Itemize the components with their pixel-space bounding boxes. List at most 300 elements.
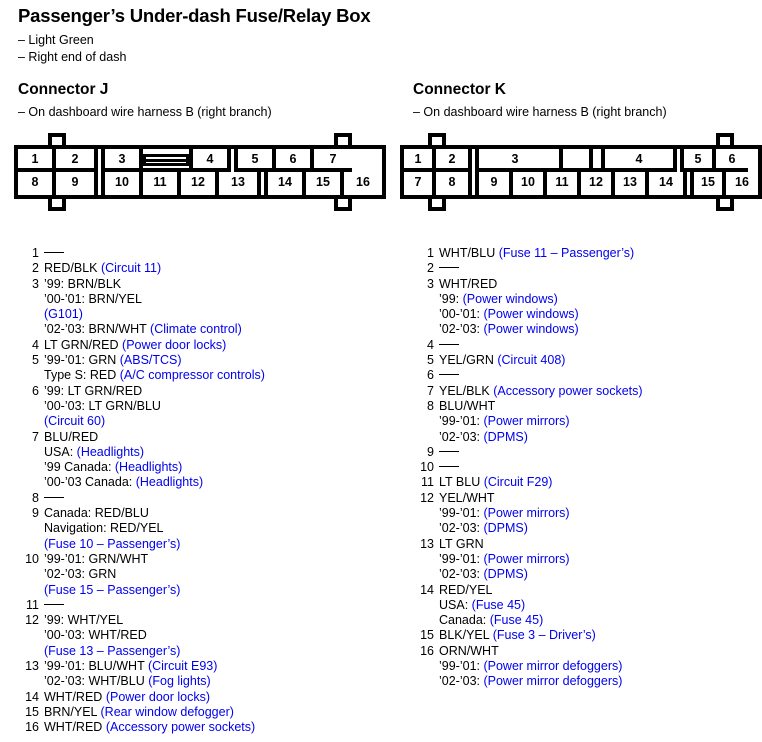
pin-wire-color: ’02-’03: <box>439 674 484 689</box>
pin-number: 8 <box>427 398 434 413</box>
pin-circuit-annotation: (Power door locks) <box>105 689 211 704</box>
connector-j-pin-10: 10 <box>105 172 143 195</box>
pin-circuit-annotation: (Rear window defogger) <box>100 704 234 719</box>
pin-detail-line <box>44 644 348 659</box>
pin-wire-color: ’99-’01: GRN <box>44 353 120 368</box>
pin-entry <box>18 690 348 705</box>
pin-detail-lines <box>439 246 703 261</box>
pin-wire-color: ’99: BRN/BLK <box>44 276 122 291</box>
pin-detail-lines <box>439 353 703 368</box>
pin-circuit-annotation: (Power windows) <box>483 322 579 337</box>
pin-detail-lines <box>44 705 348 720</box>
pin-wire-color: Canada: <box>439 613 490 628</box>
pin-number: 14 <box>25 689 39 704</box>
pin-detail-lines <box>44 246 348 261</box>
empty-pin-dash <box>439 451 459 452</box>
pin-detail-line <box>439 506 703 521</box>
pin-detail-line <box>44 261 348 276</box>
pin-wire-color: ’99-’01: <box>439 659 484 674</box>
pin-wire-color: ’00-’03 Canada: <box>44 475 136 490</box>
pin-wire-color: ’02-’03: <box>439 429 484 444</box>
pin-wire-color: ’99-’01: BLU/WHT <box>44 659 148 674</box>
connector-j-pin-2: 2 <box>56 149 94 172</box>
pin-wire-color: YEL/WHT <box>439 490 495 505</box>
connector-k-pin-list <box>413 246 703 690</box>
pin-detail-line <box>439 322 703 337</box>
pin-detail-line <box>439 384 703 399</box>
connector-k-pin-4: 4 <box>601 149 673 172</box>
pin-wire-color: BLU/WHT <box>439 398 496 413</box>
keyed-slot-icon <box>143 154 189 166</box>
pin-detail-lines <box>439 277 703 338</box>
pin-detail-lines <box>439 628 703 643</box>
pin-detail-line <box>439 628 703 643</box>
pin-circuit-annotation: (ABS/TCS) <box>119 353 182 368</box>
pin-circuit-annotation: (Power mirror defoggers) <box>483 674 623 689</box>
connector-j-bottom-row <box>18 172 382 195</box>
pin-entry <box>413 261 703 276</box>
connector-j-pin-8: 8 <box>18 172 56 195</box>
pin-number: 15 <box>25 704 39 719</box>
pin-detail-line <box>439 537 703 552</box>
connector-k-top-tab-right <box>716 133 734 145</box>
pin-number: 10 <box>25 551 39 566</box>
pin-detail-lines <box>439 460 703 475</box>
empty-pin-dash <box>44 252 64 253</box>
pin-detail-line <box>439 399 703 414</box>
pin-detail-line <box>439 414 703 429</box>
pin-number: 15 <box>420 628 434 643</box>
pin-detail-lines <box>439 445 703 460</box>
pin-number: 2 <box>427 261 434 276</box>
pin-detail-lines <box>44 659 348 690</box>
connector-j-pin-5: 5 <box>238 149 276 172</box>
pin-circuit-annotation: (Fuse 13 – Passenger’s) <box>44 643 181 658</box>
pin-entry <box>18 384 348 430</box>
pin-circuit-annotation: (Fog lights) <box>148 674 211 689</box>
pin-circuit-annotation: (Accessory power sockets) <box>493 383 643 398</box>
pin-detail-line <box>44 368 348 383</box>
pin-detail-line <box>439 338 703 353</box>
pin-entry <box>413 628 703 643</box>
pin-number: 5 <box>427 353 434 368</box>
pin-circuit-annotation: (Fuse 3 – Driver’s) <box>492 628 596 643</box>
connector-k-pin-14: 14 <box>649 172 683 195</box>
connector-k-top-row <box>404 149 758 172</box>
pin-detail-line <box>44 598 348 613</box>
pin-wire-color: ’99-’01: <box>439 506 484 521</box>
pin-number: 6 <box>32 383 39 398</box>
pin-number: 11 <box>26 597 39 612</box>
pin-detail-lines <box>44 690 348 705</box>
connector-k-pin-1: 1 <box>404 149 436 172</box>
pin-wire-color: LT GRN/RED <box>44 337 123 352</box>
pin-number: 14 <box>420 582 434 597</box>
pin-entry <box>18 720 348 735</box>
connector-k-diagram <box>400 145 762 199</box>
pin-detail-line <box>44 414 348 429</box>
pin-circuit-annotation: (Power mirrors) <box>483 551 570 566</box>
connector-j-shell <box>14 145 386 199</box>
page-title: Passenger’s Under-dash Fuse/Relay Box <box>18 5 371 26</box>
pin-detail-lines <box>439 644 703 690</box>
pin-entry <box>413 445 703 460</box>
connector-k-pin-2: 2 <box>436 149 468 172</box>
pin-wire-color: ’99: WHT/YEL <box>44 613 124 628</box>
pin-wire-color: Navigation: RED/YEL <box>44 521 164 536</box>
pin-detail-lines <box>439 338 703 353</box>
pin-detail-line <box>44 277 348 292</box>
connector-j-title: Connector J <box>18 81 109 98</box>
empty-pin-dash <box>439 267 459 268</box>
empty-pin-dash <box>44 497 64 498</box>
pin-detail-line <box>44 567 348 582</box>
pin-detail-line <box>44 322 348 337</box>
pin-entry <box>18 705 348 720</box>
pin-entry <box>18 506 348 552</box>
empty-pin-dash <box>439 344 459 345</box>
pin-circuit-annotation: (G101) <box>44 307 83 322</box>
pin-detail-line <box>439 246 703 261</box>
pin-circuit-annotation: (Fuse 45) <box>489 613 544 628</box>
pin-wire-color: LT GRN <box>439 536 484 551</box>
pin-detail-line <box>439 353 703 368</box>
connector-k-pin-13: 13 <box>615 172 649 195</box>
pin-detail-lines <box>44 430 348 491</box>
pin-wire-color: WHT/RED <box>44 689 106 704</box>
pin-wire-color: ’02-’03: BRN/WHT <box>44 322 151 337</box>
pin-detail-line <box>44 292 348 307</box>
pin-entry <box>18 261 348 276</box>
connector-j-pin-list <box>18 246 348 736</box>
pin-number: 10 <box>420 460 434 475</box>
pin-entry <box>18 353 348 384</box>
pin-detail-line <box>439 583 703 598</box>
pin-number: 12 <box>420 490 434 505</box>
pin-detail-lines <box>439 384 703 399</box>
pin-entry <box>413 460 703 475</box>
pin-detail-line <box>439 475 703 490</box>
pin-number: 5 <box>32 353 39 368</box>
pin-detail-lines <box>439 368 703 383</box>
connector-j-subtitle: – On dashboard wire harness B (right branch) <box>18 105 272 119</box>
connector-k-bottom-tab-right <box>716 199 734 211</box>
document-subtitle-location: – Right end of dash <box>18 50 127 64</box>
pin-circuit-annotation: (DPMS) <box>483 567 528 582</box>
pin-wire-color: WHT/RED <box>44 720 106 735</box>
pin-detail-lines <box>44 720 348 735</box>
pin-detail-line <box>44 445 348 460</box>
pin-wire-color: YEL/GRN <box>439 353 498 368</box>
connector-j-pin-4: 4 <box>189 149 227 172</box>
pin-circuit-annotation: (Climate control) <box>150 322 242 337</box>
pin-detail-line <box>44 506 348 521</box>
pin-entry <box>18 598 348 613</box>
connector-j-pin-14: 14 <box>268 172 306 195</box>
connector-k-pin-3: 3 <box>479 149 551 172</box>
pin-wire-color: ’00-’03: LT GRN/BLU <box>44 398 161 413</box>
pin-detail-line <box>44 307 348 322</box>
pin-entry <box>18 613 348 659</box>
pin-detail-line <box>44 628 348 643</box>
pin-wire-color: LT BLU <box>439 475 484 490</box>
connector-k-empty-cavity <box>559 149 593 172</box>
pin-wire-color: YEL/BLK <box>439 383 494 398</box>
pin-circuit-annotation: (Circuit 408) <box>497 353 566 368</box>
pin-detail-line <box>439 261 703 276</box>
pin-number: 7 <box>427 383 434 398</box>
pin-wire-color: ’99 Canada: <box>44 460 115 475</box>
pin-wire-color: RED/YEL <box>439 582 493 597</box>
pin-wire-color: ’00-’03: WHT/RED <box>44 628 147 643</box>
pin-entry <box>413 644 703 690</box>
pin-wire-color: WHT/RED <box>439 276 498 291</box>
pin-number: 9 <box>427 444 434 459</box>
empty-pin-dash <box>439 466 459 467</box>
connector-k-subtitle: – On dashboard wire harness B (right branch) <box>413 105 667 119</box>
pin-number: 6 <box>427 368 434 383</box>
connector-k-title: Connector K <box>413 81 506 98</box>
pin-detail-line <box>44 583 348 598</box>
document-subtitle-color: – Light Green <box>18 33 94 47</box>
pin-circuit-annotation: (DPMS) <box>483 521 528 536</box>
connector-j-pin-16: 16 <box>344 172 382 195</box>
pin-wire-color: ORN/WHT <box>439 643 499 658</box>
pin-detail-line <box>44 537 348 552</box>
connector-k-pin-8: 8 <box>436 172 468 195</box>
pin-number: 8 <box>32 490 39 505</box>
pin-detail-line <box>439 460 703 475</box>
connector-j-bottom-tab-left <box>48 199 66 211</box>
connector-j-pin-6: 6 <box>276 149 314 172</box>
connector-k-pin-15: 15 <box>694 172 726 195</box>
pin-detail-line <box>44 491 348 506</box>
pin-circuit-annotation: (Fuse 15 – Passenger’s) <box>44 582 181 597</box>
connector-j-top-tab-right <box>334 133 352 145</box>
pin-detail-line <box>439 613 703 628</box>
pin-detail-line <box>439 292 703 307</box>
pin-number: 3 <box>427 276 434 291</box>
pin-number: 9 <box>32 506 39 521</box>
pin-circuit-annotation: (Headlights) <box>114 460 183 475</box>
empty-pin-dash <box>44 604 64 605</box>
connector-k-pin-6: 6 <box>716 149 748 172</box>
pin-number: 1 <box>32 246 39 260</box>
pin-circuit-annotation: (Headlights) <box>135 475 204 490</box>
pin-detail-line <box>44 690 348 705</box>
pin-entry <box>18 430 348 491</box>
pin-wire-color: RED/BLK <box>44 261 101 276</box>
pin-wire-color: USA: <box>44 444 77 459</box>
connector-j-pin-13: 13 <box>219 172 257 195</box>
pin-detail-line <box>439 277 703 292</box>
pin-wire-color: ’99: <box>439 291 463 306</box>
connector-j-diagram <box>14 145 386 199</box>
connector-k-pin-12: 12 <box>581 172 615 195</box>
connector-k-top-tab-left <box>428 133 446 145</box>
pin-entry <box>413 246 703 261</box>
pin-detail-line <box>439 598 703 613</box>
pin-circuit-annotation: (Power mirror defoggers) <box>483 659 623 674</box>
pin-entry <box>18 338 348 353</box>
pin-wire-color: BLK/YEL <box>439 628 493 643</box>
pin-circuit-annotation: (Fuse 45) <box>471 597 526 612</box>
pin-detail-line <box>44 674 348 689</box>
pin-detail-line <box>439 491 703 506</box>
pin-entry <box>18 246 348 261</box>
pin-detail-line <box>439 644 703 659</box>
pin-detail-line <box>44 430 348 445</box>
pin-wire-color: ’02-’03: <box>439 567 484 582</box>
pin-detail-lines <box>44 353 348 384</box>
pin-detail-line <box>439 659 703 674</box>
pin-entry <box>18 277 348 338</box>
pin-number: 4 <box>32 337 39 352</box>
pin-entry <box>413 353 703 368</box>
pin-wire-color: BLU/RED <box>44 429 99 444</box>
pin-wire-color: BRN/YEL <box>44 704 101 719</box>
pin-circuit-annotation: (Circuit 11) <box>100 261 162 276</box>
pin-entry <box>413 491 703 537</box>
pin-detail-lines <box>439 261 703 276</box>
pin-detail-line <box>44 521 348 536</box>
connector-k-shell <box>400 145 762 199</box>
pin-circuit-annotation: (Power door locks) <box>122 337 227 352</box>
connector-j-pin-12: 12 <box>181 172 219 195</box>
pin-detail-line <box>439 307 703 322</box>
pin-detail-lines <box>439 583 703 629</box>
connector-j-pin-11: 11 <box>143 172 181 195</box>
pin-detail-lines <box>44 277 348 338</box>
pin-detail-line <box>44 384 348 399</box>
pin-circuit-annotation: (Fuse 11 – Passenger’s) <box>498 246 635 260</box>
pin-circuit-annotation: (Circuit F29) <box>483 475 553 490</box>
connector-k-pin-11: 11 <box>547 172 581 195</box>
connector-k-top-gap-2 <box>593 149 601 172</box>
pin-entry <box>413 384 703 399</box>
pin-wire-color: ’02-’03: <box>439 521 484 536</box>
pin-detail-line <box>44 246 348 261</box>
pin-detail-lines <box>44 598 348 613</box>
pin-wire-color: Canada: RED/BLU <box>44 506 149 521</box>
pin-wire-color: Type S: RED <box>44 368 120 383</box>
pin-circuit-annotation: (A/C compressor controls) <box>119 368 265 383</box>
pin-number: 7 <box>32 429 39 444</box>
connector-j-pin-15: 15 <box>306 172 344 195</box>
pin-detail-lines <box>44 613 348 659</box>
pin-circuit-annotation: (DPMS) <box>483 429 528 444</box>
pin-number: 2 <box>32 261 39 276</box>
pin-detail-line <box>439 552 703 567</box>
pin-detail-line <box>439 674 703 689</box>
pin-wire-color: ’99-’01: <box>439 414 484 429</box>
connector-j-pin-7: 7 <box>314 149 352 172</box>
pin-detail-lines <box>439 491 703 537</box>
pin-number: 3 <box>32 276 39 291</box>
pin-entry <box>413 399 703 445</box>
connector-j-keyed-slot-area <box>143 149 189 172</box>
connector-k-bottom-tab-left <box>428 199 446 211</box>
pin-detail-line <box>44 475 348 490</box>
pin-circuit-annotation: (Headlights) <box>76 444 145 459</box>
pin-detail-lines <box>44 552 348 598</box>
pin-detail-line <box>44 552 348 567</box>
pin-entry <box>413 368 703 383</box>
pin-wire-color: WHT/BLU <box>439 246 499 260</box>
pin-wire-color: ’02-’03: WHT/BLU <box>44 674 149 689</box>
pin-circuit-annotation: (Power mirrors) <box>483 414 570 429</box>
pin-detail-lines <box>439 399 703 445</box>
pin-circuit-annotation: (Power windows) <box>462 291 558 306</box>
pin-detail-line <box>439 430 703 445</box>
pin-number: 12 <box>25 613 39 628</box>
pin-entry <box>413 277 703 338</box>
pin-wire-color: ’02-’03: GRN <box>44 567 117 582</box>
connector-j-bottom-tab-right <box>334 199 352 211</box>
pin-circuit-annotation: (Power windows) <box>483 307 579 322</box>
connector-k-top-gap-1 <box>551 149 559 172</box>
pin-detail-line <box>44 353 348 368</box>
connector-k-pin-7: 7 <box>404 172 436 195</box>
pin-detail-line <box>44 720 348 735</box>
pin-detail-line <box>44 613 348 628</box>
pin-detail-line <box>439 368 703 383</box>
pin-entry <box>18 659 348 690</box>
connector-j-pin-3: 3 <box>105 149 143 172</box>
pin-entry <box>18 552 348 598</box>
pin-number: 16 <box>25 720 39 735</box>
pin-number: 4 <box>427 337 434 352</box>
pin-circuit-annotation: (Circuit E93) <box>147 659 218 674</box>
pin-detail-line <box>439 521 703 536</box>
pin-number: 13 <box>420 536 434 551</box>
pin-wire-color: ’02-’03: <box>439 322 484 337</box>
pin-detail-lines <box>44 491 348 506</box>
pin-detail-line <box>44 338 348 353</box>
connector-k-pin-5: 5 <box>684 149 716 172</box>
pin-detail-lines <box>44 338 348 353</box>
pin-entry <box>413 338 703 353</box>
connector-k-pin-10: 10 <box>513 172 547 195</box>
pin-wire-color: ’99-’01: <box>439 551 484 566</box>
pin-wire-color: ’00-’01: <box>439 307 484 322</box>
pin-circuit-annotation: (Circuit 60) <box>44 414 106 429</box>
pin-number: 16 <box>420 643 434 658</box>
pin-entry <box>413 475 703 490</box>
pin-detail-lines <box>44 261 348 276</box>
empty-pin-dash <box>439 374 459 375</box>
connector-j-top-row <box>18 149 382 172</box>
pin-number: 13 <box>25 659 39 674</box>
pin-detail-lines <box>439 537 703 583</box>
pin-entry <box>413 583 703 629</box>
pin-detail-line <box>439 445 703 460</box>
connector-k-pin-9: 9 <box>479 172 513 195</box>
pin-circuit-annotation: (Accessory power sockets) <box>105 720 256 735</box>
pin-wire-color: ’99-’01: GRN/WHT <box>44 551 149 566</box>
pin-detail-line <box>44 399 348 414</box>
pin-number: 1 <box>427 246 434 260</box>
pin-circuit-annotation: (Fuse 10 – Passenger’s) <box>44 536 181 551</box>
pin-detail-lines <box>44 506 348 552</box>
pin-wire-color: USA: <box>439 597 472 612</box>
pin-detail-line <box>44 460 348 475</box>
pin-circuit-annotation: (Power mirrors) <box>483 506 570 521</box>
pin-detail-lines <box>439 475 703 490</box>
pin-detail-line <box>44 705 348 720</box>
pin-detail-line <box>439 567 703 582</box>
pin-detail-lines <box>44 384 348 430</box>
